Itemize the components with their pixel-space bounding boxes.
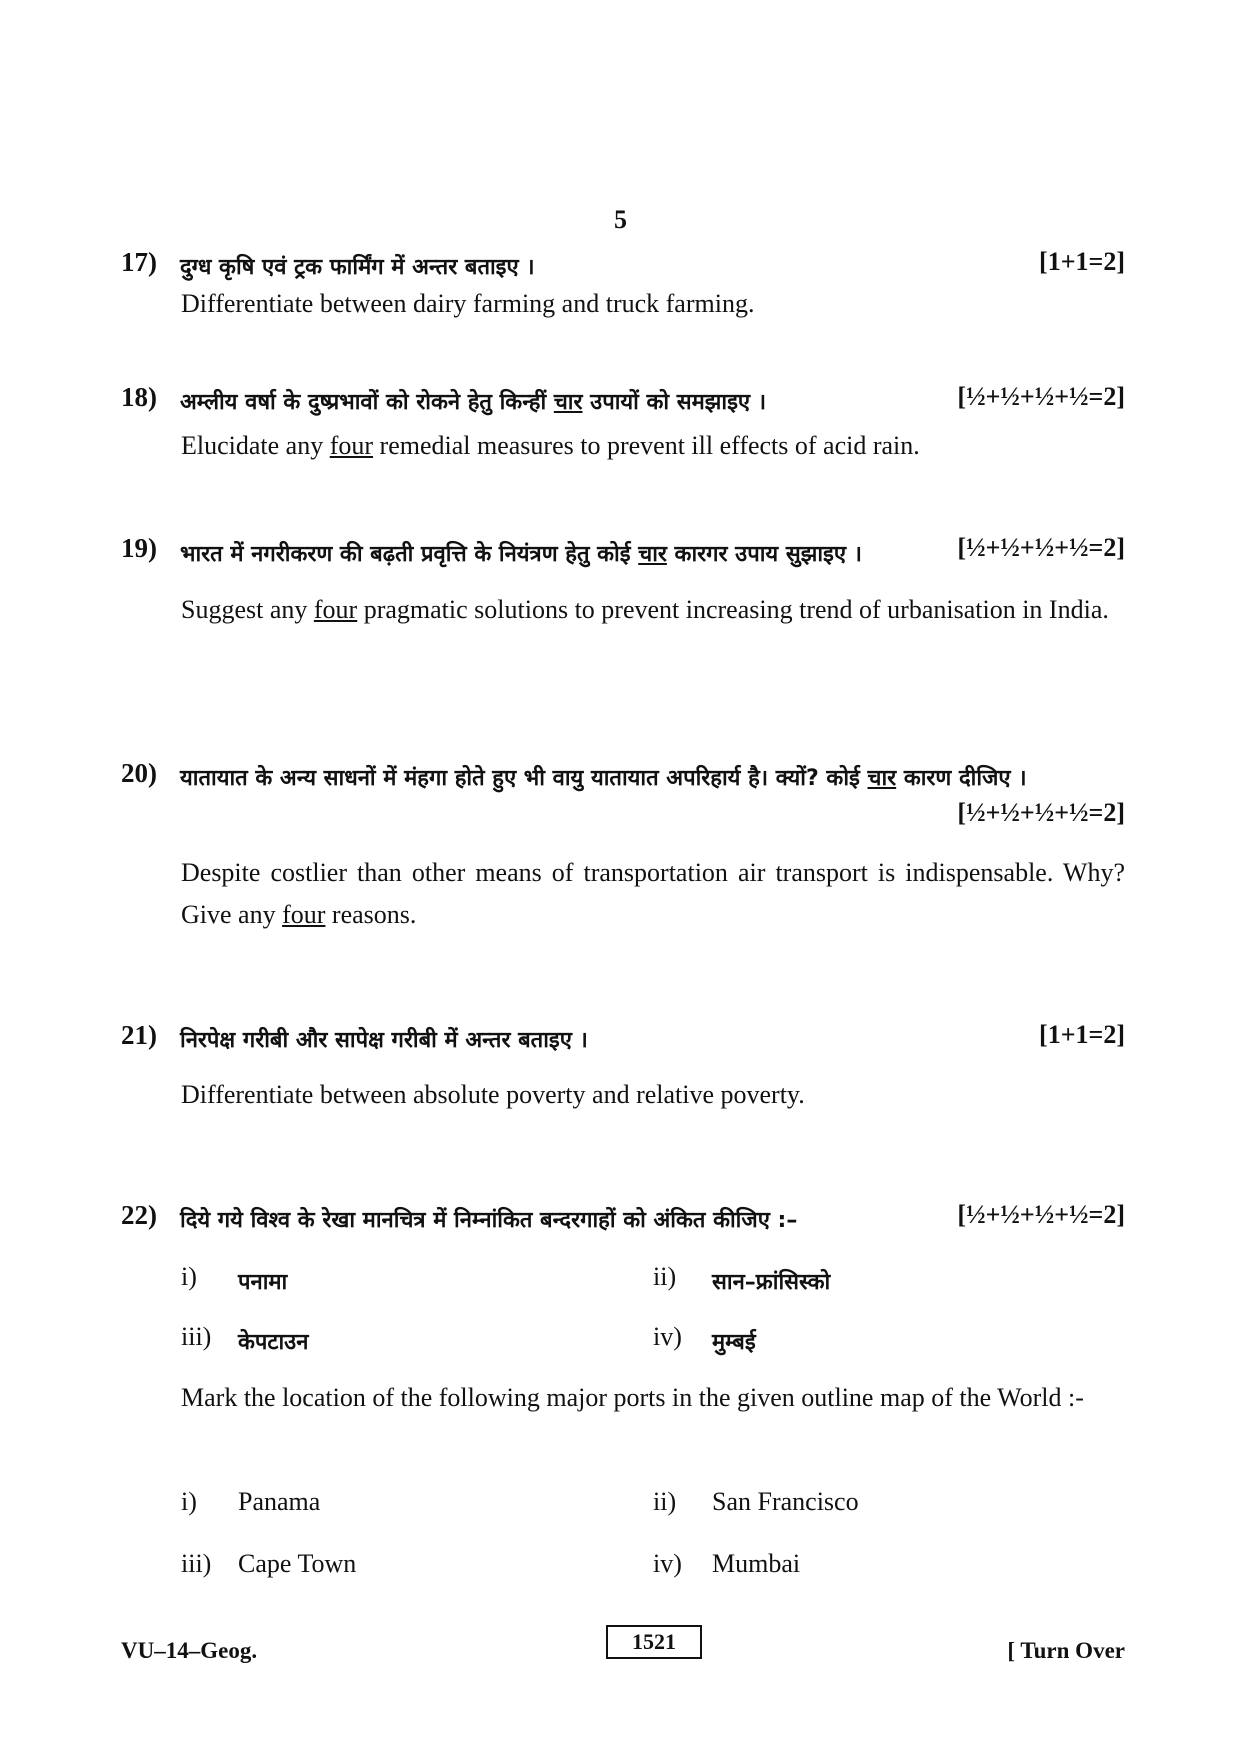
english-option-number: iii) [181,1549,212,1578]
english-option-label: Panama [238,1487,321,1516]
question-17-hindi: दुग्ध कृषि एवं ट्रक फार्मिंग में अन्तर बताइए । [180,255,535,280]
paper-code: VU–14–Geog. [121,1638,258,1663]
english-option-label: San Francisco [712,1487,859,1516]
question-22-marks: [½+½+½+½=2] [957,1200,1125,1229]
question-20-hindi: यातायात के अन्य साधनों में मंहगा होते हुए भी वायु यातायात अपरिहार्य है। क्यों? कोई चार कारण दीजिए । [180,766,1027,791]
hindi-option-number: ii) [653,1262,677,1291]
question-21-english: Differentiate between absolute poverty and relative poverty. [181,1080,805,1109]
english-option-number: iv) [653,1549,682,1578]
question-18-number: 18) [121,382,157,412]
hindi-option-number: iv) [653,1322,682,1351]
question-19-english: Suggest any four pragmatic solutions to prevent increasing trend of urbanisation in India. [181,595,1109,624]
hindi-option-label: पनामा [238,1270,288,1295]
question-22-hindi: दिये गये विश्व के रेखा मानचित्र में निम्नांकित बन्दरगाहों को अंकित कीजिए :– [180,1208,798,1233]
question-17-marks: [1+1=2] [1039,247,1125,276]
question-20-marks: [½+½+½+½=2] [957,798,1125,827]
question-18-english: Elucidate any four remedial measures to prevent ill effects of acid rain. [181,431,920,460]
question-18-hindi: अम्लीय वर्षा के दुष्प्रभावों को रोकने हेतु किन्हीं चार उपायों को समझाइए । [180,390,767,415]
page-code-box: 1521 [606,1625,702,1659]
question-22-number: 22) [121,1200,157,1230]
question-17-english: Differentiate between dairy farming and truck farming. [181,289,755,318]
question-21-number: 21) [121,1020,157,1050]
turn-over-label: [ Turn Over [1007,1638,1125,1663]
page-number: 5 [614,205,627,234]
question-20-number: 20) [121,758,157,788]
question-21-hindi: निरपेक्ष गरीबी और सापेक्ष गरीबी में अन्तर बताइए । [180,1028,588,1053]
hindi-option-label: केपटाउन [238,1330,309,1355]
hindi-option-label: सान–फ्रांसिस्को [712,1270,831,1295]
english-option-label: Mumbai [712,1549,801,1578]
english-option-number: i) [181,1487,197,1516]
hindi-option-number: i) [181,1262,197,1291]
question-19-hindi: भारत में नगरीकरण की बढ़ती प्रवृत्ति के नियंत्रण हेतु कोई चार कारगर उपाय सुझाइए । [180,542,863,567]
hindi-option-number: iii) [181,1322,212,1351]
english-option-number: ii) [653,1487,677,1516]
hindi-option-label: मुम्बई [712,1330,756,1355]
question-20-english: Despite costlier than other means of transportation air transport is indispensable. Why? Give any four reasons. [181,858,1125,929]
english-option-label: Cape Town [238,1549,357,1578]
question-19-marks: [½+½+½+½=2] [957,533,1125,562]
question-19-number: 19) [121,533,157,563]
question-22-english: Mark the location of the following major ports in the given outline map of the World :- [181,1383,1084,1412]
question-18-marks: [½+½+½+½=2] [957,382,1125,411]
question-17-number: 17) [121,247,157,277]
question-21-marks: [1+1=2] [1039,1020,1125,1049]
